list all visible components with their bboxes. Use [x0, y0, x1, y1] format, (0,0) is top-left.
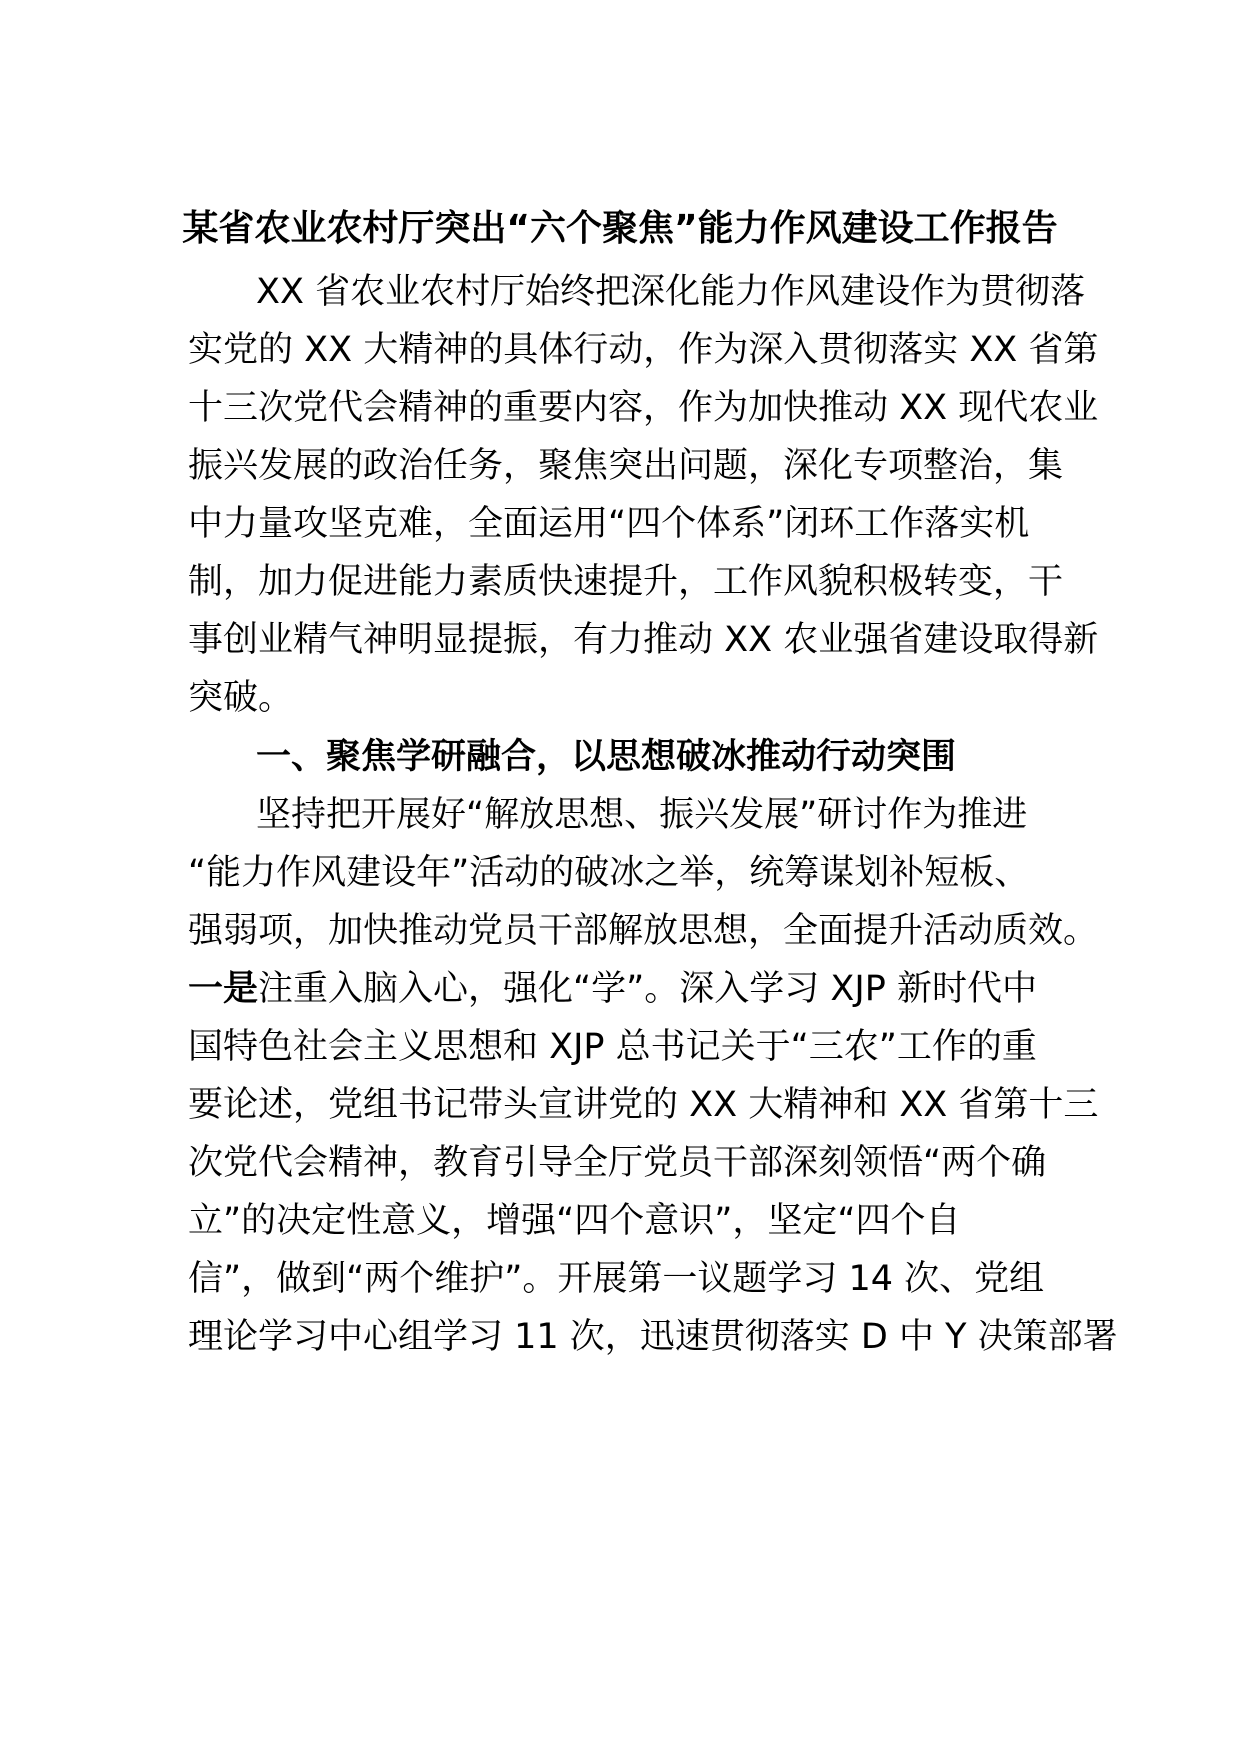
section-1-more-line-5: 信”，做到“两个维护”。开展第一议题学习 14 次、党组	[188, 1259, 1045, 1299]
section-1-heading: 一、聚焦学研融合，以思想破冰推动行动突围	[256, 737, 957, 777]
intro-line-5: 中力量攻坚克难，全面运用“四个体系”闭环工作落实机	[188, 504, 1030, 544]
intro-line-8: 突破。	[188, 678, 294, 718]
point-1-line	[188, 969, 1037, 1009]
point-1-text: 注重入脑入心，强化“学”。深入学习 XJP 新时代中	[258, 969, 1037, 1009]
section-1-more-line-3: 次党代会精神，教育引导全厅党员干部深刻领悟“两个确	[188, 1143, 1047, 1183]
intro-line-1: XX 省农业农村厅始终把深化能力作风建设作为贯彻落	[256, 272, 1086, 312]
document-title: 某省农业农村厅突出“六个聚焦”能力作风建设工作报告	[182, 208, 1058, 249]
section-1-line-3: 强弱项，加快推动党员干部解放思想，全面提升活动质效。	[188, 911, 1099, 951]
point-1-label: 一是	[188, 969, 259, 1009]
section-1-line-2: “能力作风建设年”活动的破冰之举，统筹谋划补短板、	[188, 853, 1030, 893]
intro-line-2: 实党的 XX 大精神的具体行动，作为深入贯彻落实 XX 省第	[188, 330, 1099, 370]
intro-line-7: 事创业精气神明显提振，有力推动 XX 农业强省建设取得新	[188, 620, 1099, 660]
intro-line-4: 振兴发展的政治任务，聚焦突出问题，深化专项整治，集	[188, 446, 1064, 486]
section-1-more-line-4: 立”的决定性意义，增强“四个意识”，坚定“四个自	[188, 1201, 961, 1241]
section-1-more-line-2: 要论述，党组书记带头宣讲党的 XX 大精神和 XX 省第十三	[188, 1085, 1099, 1125]
section-1-more-line-6: 理论学习中心组学习 11 次，迅速贯彻落实 D 中 Y 决策部署	[188, 1317, 1118, 1357]
section-1-more-line-1: 国特色社会主义思想和 XJP 总书记关于“三农”工作的重	[188, 1027, 1037, 1067]
intro-line-6: 制，加力促进能力素质快速提升，工作风貌积极转变，干	[188, 562, 1064, 602]
intro-line-3: 十三次党代会精神的重要内容，作为加快推动 XX 现代农业	[188, 388, 1099, 428]
section-1-line-1: 坚持把开展好“解放思想、振兴发展”研讨作为推进	[256, 795, 1028, 835]
